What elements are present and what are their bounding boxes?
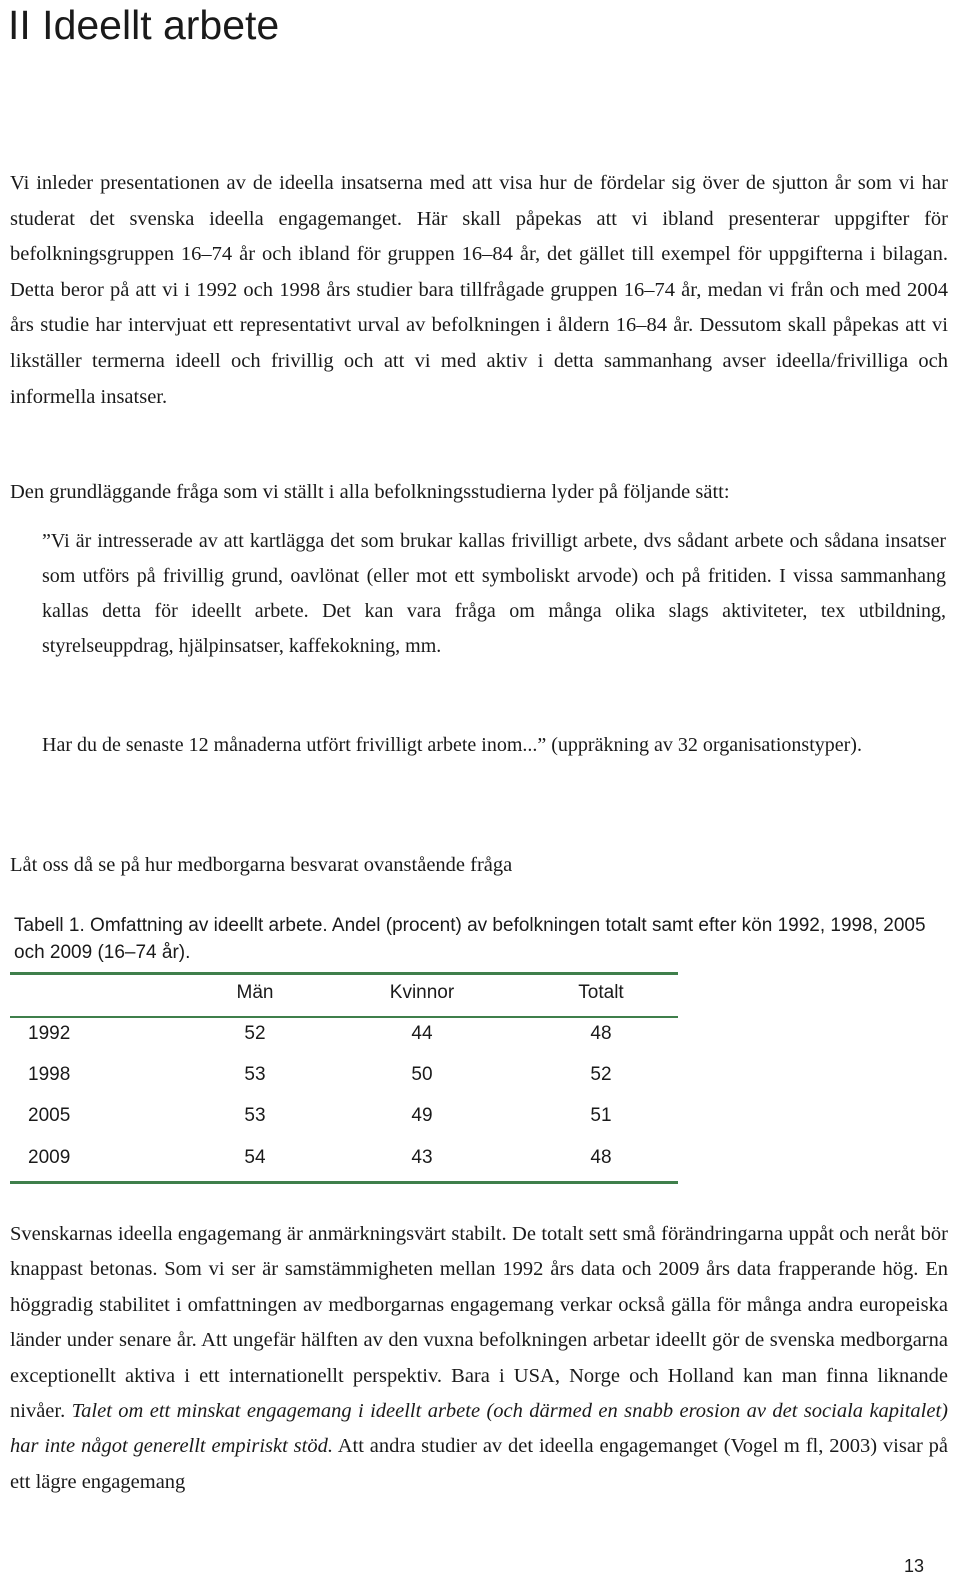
table-cell-women: 44 — [411, 1023, 433, 1044]
table-cell-total: 48 — [590, 1023, 612, 1044]
chapter-title: II Ideellt arbete — [8, 2, 280, 48]
table-caption: Tabell 1. Omfattning av ideellt arbete. Andel (procent) av befolkningen totalt samt efter kön 1992, 1998, 2005 och 2009 (16–74 år). — [14, 915, 926, 963]
table-header-rule — [10, 1016, 678, 1018]
column-header-men: Män — [236, 982, 274, 1003]
results-paragraph — [10, 1217, 948, 1500]
page-number: 13 — [904, 1556, 925, 1576]
table-cell-women: 50 — [411, 1064, 433, 1085]
survey-quote: ”Vi är intresserade av att kartlägga det som brukar kallas frivilligt arbete, dvs sådant arbete och sådana insatser som utförs på frivillig grund, oavlönat (eller mot ett symboliskt arvode) och på fritiden. I vissa sammanhang kallas detta för ideellt arbete. Det kan vara fråga om många olika slags aktiviteter, tex utbildning, styrelseuppdrag, hjälpinsatser, kaffekokning, mm. — [42, 530, 946, 657]
table-cell-men: 54 — [244, 1147, 266, 1168]
table-row-year: 2009 — [28, 1147, 71, 1168]
results-lead-sentence: Låt oss då se på hur medborgarna besvarat ovanstående fråga — [10, 854, 513, 876]
table-row-year: 2005 — [28, 1105, 71, 1126]
table-cell-total: 51 — [590, 1105, 612, 1126]
table-cell-total: 52 — [590, 1064, 612, 1085]
intro-paragraph: Vi inleder presentationen av de ideella insatserna med att visa hur de fördelar sig över de sjutton år som vi har studerat det svenska ideella engagemanget. Här skall påpekas att vi ibland presenterar uppgifter för befolkningsgruppen 16–74 år och ibland för gruppen 16–84 år, det gället till exempel för uppgifterna i bilagan. Detta beror på att vi i 1992 och 1998 års studier bara tillfrågade gruppen 16–74 år, medan vi från och med 2004 års studie har intervjuat ett representativt urval av befolkningen i åldern 16–84 år. Dessutom skall påpekas att vi likställer termerna ideell och frivillig och att vi med aktiv i detta sammanhang avser ideella/frivilliga och informella insatser. — [10, 172, 948, 408]
column-header-women: Kvinnor — [389, 982, 455, 1003]
table-row-year: 1992 — [28, 1023, 71, 1044]
question-intro-paragraph: Den grundläggande fråga som vi ställt i alla befolkningsstudierna lyder på följande sätt: — [10, 481, 730, 503]
table-cell-total: 48 — [590, 1147, 612, 1168]
survey-question: Har du de senaste 12 månaderna utfört frivilligt arbete inom...” (uppräkning av 32 organisationstyper). — [42, 734, 862, 756]
table-cell-men: 53 — [244, 1064, 266, 1085]
column-header-total: Totalt — [578, 982, 624, 1003]
results-text: Svenskarnas ideella engagemang är anmärkningsvärt stabilt. De totalt sett små förändringarna uppåt och neråt bör knappast betonas. Som vi ser är samstämmigheten mellan 1992 års data och 2009 års data frapperande hög. En höggradig stabilitet i omfattningen av medborgarnas engagemang verkar också gälla för många andra europeiska länder under senare år. Att ungefär hälften av den vuxna befolkningen arbetar ideellt gör de svenska medborgarna exceptionellt aktiva i ett internationellt perspektiv. Bara i USA, Norge och Holland kan man finna liknande nivåer. — [10, 1223, 948, 1423]
table-cell-women: 43 — [411, 1147, 433, 1168]
table-cell-men: 53 — [244, 1105, 266, 1126]
table-cell-women: 49 — [411, 1105, 433, 1126]
table-row-year: 1998 — [28, 1064, 71, 1085]
table-top-rule — [10, 972, 678, 975]
results-text-continued: Att andra studier av det ideella engagemanget (Vogel m fl, 2003) visar på ett lägre engagemang — [10, 1435, 948, 1493]
results-italic-text: Talet om ett minskat engagemang i ideellt arbete (och därmed en snabb erosion av det sociala kapitalet) har inte något generellt empiriskt stöd. — [10, 1400, 948, 1458]
table-bottom-rule — [10, 1181, 678, 1184]
table-cell-men: 52 — [244, 1023, 266, 1044]
